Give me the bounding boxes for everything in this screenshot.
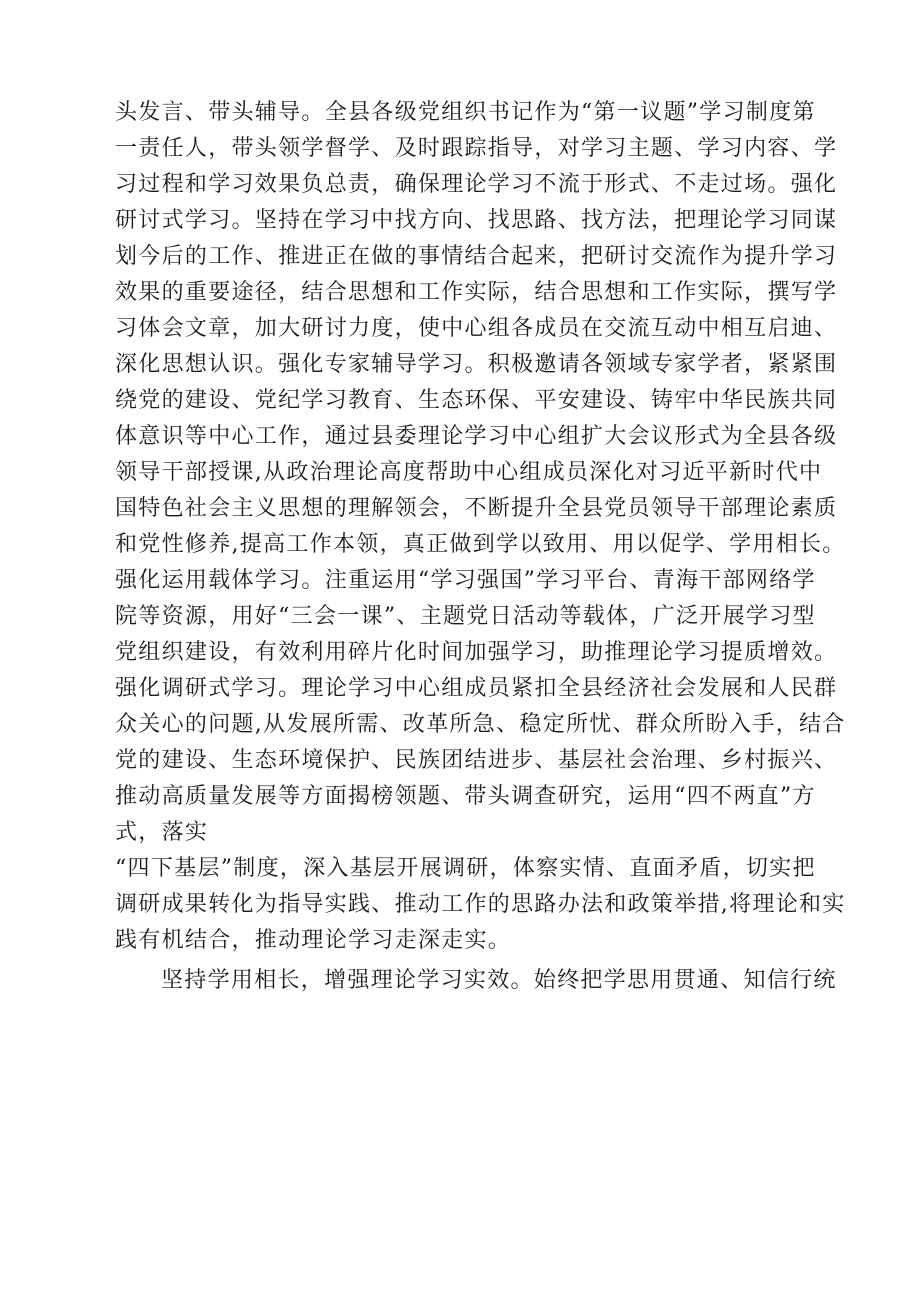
text-line: 调研成果转化为指导实践、推动工作的思路办法和政策举措,将理论和实: [115, 892, 846, 917]
text-line: 一责任人，带头领学督学、及时跟踪指导，对学习主题、学习内容、学: [115, 136, 838, 161]
text-line: 习体会文章，加大研讨力度，使中心组各成员在交流互动中相互启迪、: [115, 316, 838, 341]
text-line: 深化思想认识。强化专家辅导学习。积极邀请各领域专家学者，紧紧围: [115, 352, 838, 377]
text-line: 强化运用载体学习。注重运用“学习强国”学习平台、青海干部网络学: [115, 568, 816, 593]
text-line: 式，落实: [115, 820, 209, 845]
text-line: 研讨式学习。坚持在学习中找方向、找思路、找方法，把理论学习同谋: [115, 208, 838, 233]
text-line: 践有机结合，推动理论学习走深走实。: [115, 928, 512, 953]
text-line: 效果的重要途径，结合思想和工作实际，结合思想和工作实际，撰写学: [115, 280, 838, 305]
text-line: 体意识等中心工作，通过县委理论学习中心组扩大会议形式为全县各级: [115, 424, 838, 449]
text-line: 绕党的建设、党纪学习教育、生态环保、平安建设、铸牢中华民族共同: [115, 388, 838, 413]
text-line: 国特色社会主义思想的理解领会，不断提升全县党员领导干部理论素质: [115, 496, 838, 521]
text-line: 院等资源，用好“三会一课”、主题党日活动等载体，广泛开展学习型: [115, 604, 816, 629]
paragraph-first-line: 坚持学用相长，增强理论学习实效。始终把学思用贯通、知信行统: [161, 968, 837, 993]
text-line: 推动高质量发展等方面揭榜领题、带头调查研究，运用“四不两直”方: [115, 784, 816, 809]
document-body: [115, 95, 846, 999]
text-line: 习过程和学习效果负总责，确保理论学习不流于形式、不走过场。强化: [115, 172, 838, 197]
text-line: 领导干部授课,从政治理论高度帮助中心组成员深化对习近平新时代中: [115, 460, 823, 485]
text-line: 党的建设、生态环境保护、民族团结进步、基层社会治理、乡村振兴、: [115, 748, 838, 773]
text-line: 众关心的问题,从发展所需、改革所急、稳定所忧、群众所盼入手，结合: [115, 712, 846, 737]
text-line: 头发言、带头辅导。全县各级党组织书记作为“第一议题”学习制度第: [115, 100, 816, 125]
text-line: 党组织建设，有效利用碎片化时间加强学习，助推理论学习提质增效。: [115, 640, 838, 665]
text-line: 划今后的工作、推进正在做的事情结合起来，把研讨交流作为提升学习: [115, 244, 838, 269]
text-line: “四下基层”制度，深入基层开展调研，体察实情、直面矛盾，切实把: [115, 856, 816, 881]
text-line: 和党性修养,提高工作本领，真正做到学以致用、用以促学、学用相长。: [115, 532, 846, 557]
text-line: 强化调研式学习。理论学习中心组成员紧扣全县经济社会发展和人民群: [115, 676, 838, 701]
